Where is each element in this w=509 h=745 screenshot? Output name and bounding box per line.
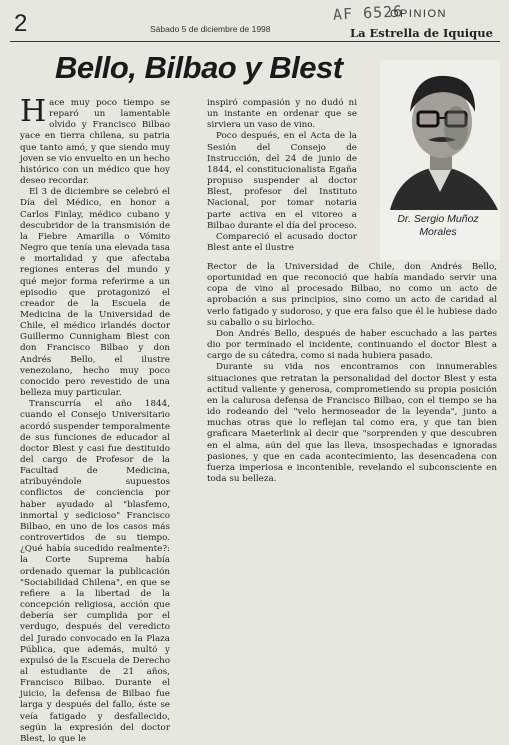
page-number: 2 xyxy=(14,10,28,37)
article-paragraph: Poco después, en el Acta de la Sesión del Consejo de Instrucción, del 24 de junio de 1844, el constitucionalista Egaña propuso suspender al doctor Blest, profesor del Instituto Nacional, por tomar notaria parte activa en el vitoreo a Bilbao durante el día del proceso. xyxy=(207,131,357,231)
article-paragraph: Durante su vida nos encontramos con innumerables situaciones que retratan la personalidad del doctor Blest y esta actitud valiente y generosa, comprometiendo su propia posición en la calurosa defensa de Francisco Bilbao, con el tiempo se ha ido rodeando del "velo hermoseador de la leyenda", junto a muchas otras que lo reflejan tal como era, y que tan bien graficara Maeterlink al decir que "sorprenden y que descubren en el alma, aún del que las lleva, insospechadas e ignoradas pasiones, y que en cada acontecimiento, las desencadena con fuerza imperiosa e incontenible, revelando el subconsciente en toda su belleza. xyxy=(207,362,497,484)
newspaper-masthead: La Estrella de Iquique xyxy=(350,26,493,40)
photo-caption-name: Dr. Sergio Muñoz xyxy=(397,213,479,225)
article-paragraph: Compareció el acusado doctor Blest ante el ilustre xyxy=(207,231,357,254)
article-paragraph: inspiró compasión y no dudó ni un instante en ordenar que se sirviera un vaso de vino. xyxy=(207,98,357,131)
publication-date: Sábado 5 de diciembre de 1998 xyxy=(150,24,271,34)
photo-caption xyxy=(378,213,498,239)
author-portrait-icon xyxy=(380,60,500,210)
drop-cap: H xyxy=(20,94,47,129)
article-paragraph: El 3 de diciembre se celebró el Día del Médico, en honor a Carlos Finlay, médico cubano y descubridor de la transmisión de la Fiebre Amarilla o Vómito Negro que tenía una elevada tasa e mortalidad y que afectaba regiones enteras del mundo y qué mejor forma referirme a un episodio que protagonizó el creador de la Escuela de Medicina de la Universidad de Chile, el médico irlandés doctor Guillermo Cunnigham Blest con don Francisco Bilbao y don Andrés Bello, el ilustre venezolano, hecho muy poco conocido pero revestido de una belleza muy particular. xyxy=(20,187,170,399)
article-column-3 xyxy=(207,262,497,596)
article-headline: Bello, Bilbao y Blest xyxy=(55,50,343,85)
section-label: OPINION xyxy=(390,8,447,20)
article-column-1 xyxy=(20,94,170,744)
photo-caption-surname: Morales xyxy=(419,226,457,238)
article-paragraph: Transcurría el año 1844, cuando el Consejo Universitario acordó suspender temporalmente de sus funciones de educador al doctor Blest y casi fue destituido del cargo de Profesor de la Facultad de Medicina, atribuyéndole supuestos conflictos de conciencia por haber ayudado al "blasfemo, inmortal y sedicioso" Francisco Bilbao, en uno de los casos más controvertidos de su tiempo. ¿Qué había sucedido realmente?: la Corte Suprema había ordenado quemar la publicación "Sociabilidad Chilena", en que se refiere a la libertad de la concepción religiosa, acción que debería ser cumplida por el verdugo, después del veredicto del Jurado convocado en la Plaza Pública, que además, multó y expulsó de la Escuela de Derecho al estudiante de 21 años, Francisco Bilbao. Durante el juicio, la defensa de Bilbao fue larga y después del fallo, éste se veía fatigado y desfallecido, según la expresión del doctor Blest, lo que le xyxy=(20,399,170,744)
handwritten-archive-note: AF 6526 xyxy=(332,2,404,24)
header-divider xyxy=(10,41,500,42)
article-column-2 xyxy=(207,98,357,254)
article-paragraph: Rector de la Universidad de Chile, don Andrés Bello, oportunidad en que reconoció que había mandado servir una copa de vino al procesado Bilbao, no como un acto de aprobación a sus principios, sino como un acto de caridad al verlo fatigado y sudoroso, y que era falso que él le hubiese dado su caballo o su birlocho. xyxy=(207,262,497,328)
article-paragraph: Don Andrés Bello, después de haber escuchado a las partes dio por terminado el incidente, continuando el doctor Blest a cargo de su cátedra, como si nada hubiera pasado. xyxy=(207,328,497,362)
article-paragraph: Hace muy poco tiempo se reparó un lamentable olvido y Francisco Bilbao yace en tierra chilena, su patria que tanto amó, y que siendo muy joven se vio envuelto en un hecho histórico con un médico que hoy deseo recordar. xyxy=(20,94,170,187)
